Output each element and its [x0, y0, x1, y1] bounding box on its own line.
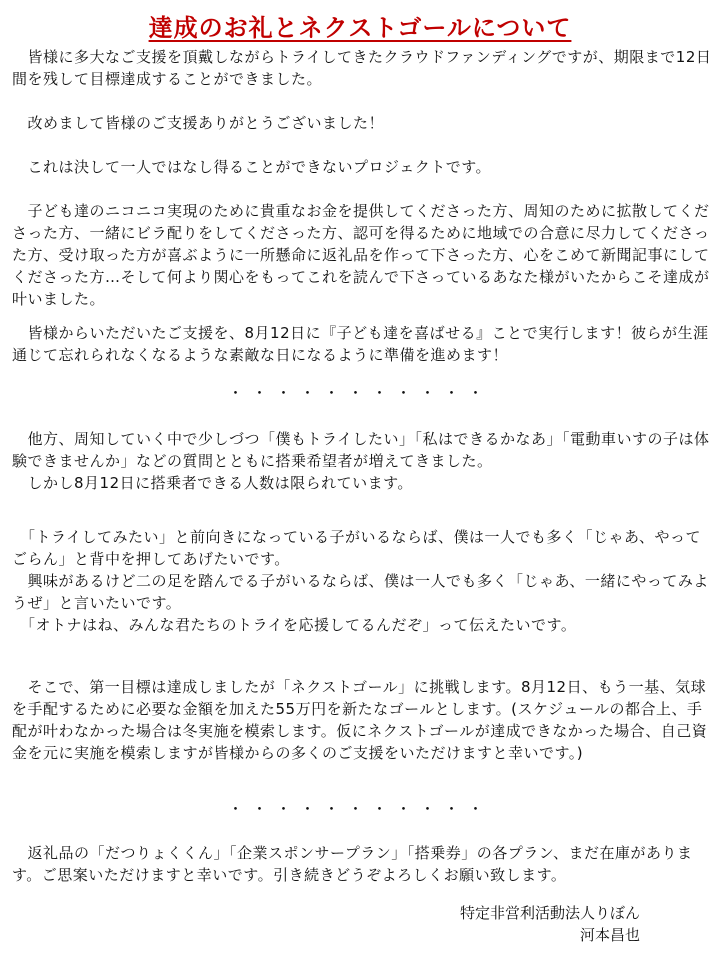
- paragraph-rewards: 返礼品の「だつりょくくん」「企業スポンサープラン」「搭乗券」の各プラン、まだ在庫があります。ご思案いただけますと幸いです。引き続きどうぞよろしくお願い致します。: [12, 844, 693, 884]
- paragraph-encouragement: 「トライしてみたい」と前向きになっている子がいるならば、僕は一人でも多く「じゃあ、やってごらん」と背中を押してあげたいです。 興味があるけど二の足を踏んでる子がいるならば、僕は一人でも多く「じゃあ、一緒にやってみようぜ」と言いたいです。 「オトナはね、みんな君たちのトライを応援してるんだぞ」って伝えたいです。: [12, 528, 709, 634]
- paragraph-goal-achieved: 皆様に多大なご支援を頂戴しながらトライしてきたクラウドファンディングですが、期限まで12日間を残して目標達成することができました。: [12, 48, 712, 88]
- paragraph-not-alone: これは決して一人ではなし得ることができないプロジェクトです。: [12, 158, 492, 176]
- paragraph-next-goal: そこで、第一目標は達成しましたが「ネクストゴール」に挑戦します。8月12日、もう一基、気球を手配するために必要な金額を加えた55万円を新たなゴールとします。(スケジュールの都合上、手配が叶わなかった場合は冬実施を模索します。仮にネクストゴールが達成できなかった場合、自己資金を元に実施を模索しますが皆様からの多くのご支援をいただけますと幸いです。): [12, 678, 708, 762]
- paragraph-august-event: 皆様からいただいたご支援を、8月12日に『子ども達を喜ばせる』ことで実行します！彼らが生涯通じて忘れられなくなるような素敵な日になるように準備を進めます！: [12, 324, 709, 364]
- paragraph-more-riders: 他方、周知していく中で少しづつ「僕もトライしたい」「私はできるかなあ」「電動車いすの子は体験できませんか」などの質問とともに搭乗希望者が増えてきました。 しかし8月12日に搭乗者できる人数は限られています。: [12, 430, 710, 492]
- signature-organization: 特定非営利活動法人りぼん: [459, 904, 640, 922]
- page-title: 達成のお礼とネクストゴールについて: [148, 14, 572, 42]
- separator-dots: ・・・・・・・・・・・: [227, 800, 492, 818]
- separator-dots: ・・・・・・・・・・・: [227, 384, 492, 402]
- paragraph-thanks: 改めまして皆様のご支援ありがとうございました！: [12, 114, 385, 132]
- paragraph-supporters: 子ども達のニコニコ実現のために貴重なお金を提供してくださった方、周知のために拡散してくださった方、一緒にビラ配りをしてくださった方、認可を得るために地域での合意に尽力してくださった方、受け取った方が喜ぶように一所懸命に返礼品を作って下さった方、心をこめて新聞記事にしてくださった方…そして何より関心をもってこれを読んで下さっているあなた様がいたからこそ達成が叶いました。: [12, 202, 710, 308]
- signature-name: 河本昌也: [579, 926, 640, 944]
